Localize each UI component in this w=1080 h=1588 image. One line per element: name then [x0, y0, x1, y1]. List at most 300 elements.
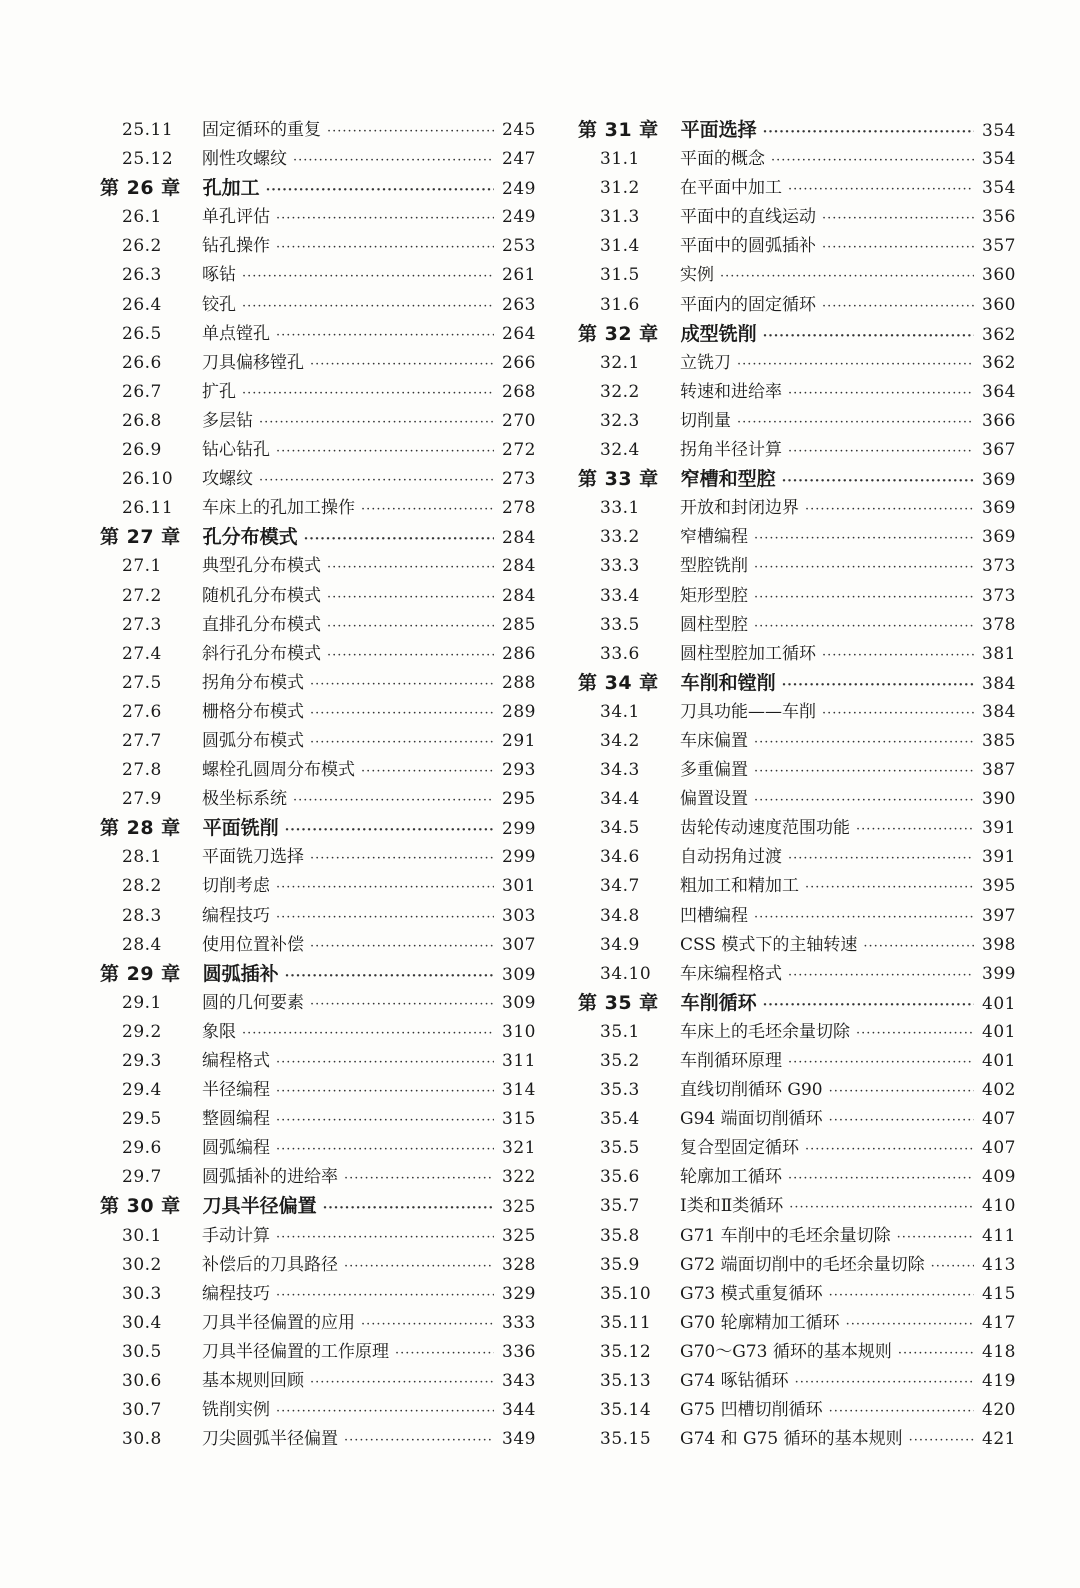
- dot-leader: [285, 962, 494, 991]
- dot-leader: [829, 1106, 974, 1135]
- entry-title: 拐角分布模式: [202, 672, 304, 693]
- entry-number: 30.4: [122, 1312, 162, 1333]
- entry-number: 第 27 章: [100, 526, 181, 549]
- dot-leader: [754, 553, 974, 582]
- toc-section-entry: [100, 1367, 536, 1396]
- entry-number: 29.4: [122, 1080, 162, 1101]
- entry-title: 车削循环: [680, 991, 757, 1014]
- entry-number: 第 26 章: [100, 177, 181, 200]
- entry-number: 32.1: [600, 352, 640, 373]
- entry-page-number: 310: [502, 1021, 536, 1042]
- entry-title: 圆柱型腔: [680, 614, 748, 635]
- entry-number: 34.3: [600, 760, 640, 781]
- entry-title: G72 端面切削中的毛坯余量切除: [680, 1254, 925, 1275]
- entry-number: 27.6: [122, 701, 162, 722]
- entry-page-number: 247: [502, 149, 536, 170]
- entry-page-number: 362: [982, 352, 1016, 373]
- toc-section-entry: [578, 1338, 1016, 1367]
- toc-chapter-entry: [100, 523, 536, 552]
- toc-section-entry: [100, 582, 536, 611]
- entry-page-number: 410: [982, 1196, 1016, 1217]
- entry-number: 第 28 章: [100, 817, 181, 840]
- entry-title: G70～G73 循环的基本规则: [680, 1341, 892, 1362]
- dot-leader: [344, 1164, 494, 1193]
- dot-leader: [805, 873, 974, 902]
- entry-number: 35.6: [600, 1167, 640, 1188]
- toc-section-entry: [578, 1251, 1016, 1280]
- dot-leader: [293, 786, 494, 815]
- toc-section-entry: [100, 349, 536, 378]
- entry-title: 窄槽和型腔: [680, 468, 776, 491]
- entry-number: 第 31 章: [578, 119, 659, 141]
- entry-number: 29.1: [122, 992, 162, 1013]
- dot-leader: [344, 1426, 494, 1455]
- entry-title: 车床编程格式: [680, 963, 782, 984]
- entry-title: 切削考虑: [202, 876, 270, 897]
- toc-section-entry: [100, 1222, 536, 1251]
- entry-number: 29.6: [122, 1138, 162, 1159]
- dot-leader: [327, 117, 494, 146]
- entry-title: 单点镗孔: [202, 323, 270, 344]
- dot-leader: [276, 321, 494, 350]
- entry-page-number: 366: [982, 410, 1016, 431]
- entry-number: 31.6: [600, 294, 640, 315]
- toc-chapter-entry: [100, 1192, 536, 1221]
- entry-number: 30.3: [122, 1283, 162, 1304]
- entry-title: 斜行孔分布模式: [202, 643, 321, 664]
- toc-section-entry: [100, 1163, 536, 1192]
- toc-section-entry: [578, 611, 1016, 640]
- toc-section-entry: [100, 669, 536, 698]
- dot-leader: [310, 932, 494, 961]
- entry-page-number: 325: [502, 1225, 536, 1246]
- dot-leader: [763, 322, 974, 351]
- toc-section-entry: [100, 1076, 536, 1105]
- dot-leader: [788, 1164, 974, 1193]
- toc-section-entry: [100, 756, 536, 785]
- entry-page-number: 397: [982, 905, 1016, 926]
- entry-title: 刀尖圆弧半径偏置: [202, 1429, 338, 1450]
- entry-title: 车床上的毛坯余量切除: [680, 1021, 850, 1042]
- entry-title: 随机孔分布模式: [202, 585, 321, 606]
- entry-number: 25.12: [122, 149, 174, 170]
- dot-leader: [863, 932, 974, 961]
- dot-leader: [782, 467, 974, 496]
- dot-leader: [276, 437, 494, 466]
- entry-number: 33.1: [600, 498, 640, 519]
- entry-title: 刀具半径偏置的工作原理: [202, 1341, 389, 1362]
- entry-page-number: 249: [502, 207, 536, 228]
- entry-title: 刀具功能——车削: [680, 701, 816, 722]
- entry-number: 第 29 章: [100, 962, 181, 985]
- entry-title: G94 端面切削循环: [680, 1109, 823, 1130]
- toc-section-entry: [578, 727, 1016, 756]
- entry-title: G75 凹槽切削循环: [680, 1400, 823, 1421]
- entry-title: 扩孔: [202, 381, 236, 402]
- toc-section-entry: [578, 902, 1016, 931]
- entry-title: 整圆编程: [202, 1109, 270, 1130]
- toc-section-entry: [100, 698, 536, 727]
- dot-leader: [310, 728, 494, 757]
- dot-leader: [276, 233, 494, 262]
- entry-page-number: 344: [502, 1400, 536, 1421]
- dot-leader: [763, 991, 974, 1020]
- entry-number: 26.4: [122, 294, 162, 315]
- entry-number: 35.7: [600, 1196, 640, 1217]
- entry-page-number: 373: [982, 585, 1016, 606]
- dot-leader: [754, 524, 974, 553]
- entry-title: 平面中的圆弧插补: [680, 236, 816, 257]
- dot-leader: [789, 1193, 974, 1222]
- entry-page-number: 391: [982, 847, 1016, 868]
- entry-title: 平面中的直线运动: [680, 207, 816, 228]
- entry-page-number: 289: [502, 701, 536, 722]
- dot-leader: [276, 1106, 494, 1135]
- entry-title: 孔加工: [202, 177, 260, 200]
- entry-page-number: 356: [982, 207, 1016, 228]
- entry-page-number: 354: [982, 149, 1016, 170]
- entry-number: 26.7: [122, 381, 162, 402]
- entry-title: 圆弧编程: [202, 1138, 270, 1159]
- dot-leader: [242, 1019, 494, 1048]
- entry-title: G74 啄钻循环: [680, 1371, 789, 1392]
- dot-leader: [276, 1223, 494, 1252]
- dot-leader: [361, 1310, 494, 1339]
- entry-page-number: 378: [982, 614, 1016, 635]
- dot-leader: [763, 118, 974, 147]
- toc-section-entry: [100, 1338, 536, 1367]
- toc-chapter-entry: [578, 465, 1016, 494]
- toc-section-entry: [100, 1309, 536, 1338]
- entry-number: 34.6: [600, 847, 640, 868]
- entry-title: 矩形型腔: [680, 585, 748, 606]
- toc-section-entry: [578, 378, 1016, 407]
- entry-title: 象限: [202, 1021, 236, 1042]
- entry-number: 30.6: [122, 1371, 162, 1392]
- toc-section-entry: [578, 523, 1016, 552]
- entry-number: 27.2: [122, 585, 162, 606]
- entry-page-number: 284: [502, 528, 536, 549]
- entry-page-number: 407: [982, 1109, 1016, 1130]
- toc-section-entry: [578, 931, 1016, 960]
- toc-section-entry: [578, 232, 1016, 261]
- dot-leader: [323, 1194, 494, 1223]
- entry-page-number: 362: [982, 324, 1016, 345]
- entry-title: 凹槽编程: [680, 905, 748, 926]
- dot-leader: [897, 1223, 974, 1252]
- entry-title: Ⅰ类和Ⅱ类循环: [680, 1196, 784, 1217]
- entry-title: 单孔评估: [202, 207, 270, 228]
- entry-page-number: 385: [982, 730, 1016, 751]
- entry-number: 34.9: [600, 934, 640, 955]
- entry-title: 攻螺纹: [202, 469, 253, 490]
- toc-section-entry: [100, 640, 536, 669]
- entry-title: 实例: [680, 265, 714, 286]
- entry-title: 螺栓孔圆周分布模式: [202, 760, 355, 781]
- entry-title: 刀具半径偏置: [202, 1195, 317, 1218]
- entry-page-number: 369: [982, 470, 1016, 491]
- toc-section-entry: [578, 203, 1016, 232]
- entry-page-number: 309: [502, 992, 536, 1013]
- dot-leader: [846, 1310, 974, 1339]
- dot-leader: [829, 1397, 974, 1426]
- entry-number: 32.2: [600, 381, 640, 402]
- entry-number: 35.11: [600, 1312, 652, 1333]
- toc-section-entry: [578, 1018, 1016, 1047]
- dot-leader: [259, 408, 494, 437]
- entry-title: 车床偏置: [680, 730, 748, 751]
- toc-left-column: [100, 116, 536, 1454]
- dot-leader: [259, 466, 494, 495]
- dot-leader: [754, 903, 974, 932]
- entry-title: 复合型固定循环: [680, 1138, 799, 1159]
- dot-leader: [822, 233, 974, 262]
- toc-section-entry: [578, 291, 1016, 320]
- toc-section-entry: [100, 1396, 536, 1425]
- entry-title: 典型孔分布模式: [202, 556, 321, 577]
- entry-page-number: 360: [982, 265, 1016, 286]
- dot-leader: [285, 816, 494, 845]
- entry-number: 28.2: [122, 876, 162, 897]
- entry-number: 34.10: [600, 963, 652, 984]
- entry-title: 在平面中加工: [680, 178, 782, 199]
- toc-section-entry: [578, 1396, 1016, 1425]
- entry-number: 34.4: [600, 789, 640, 810]
- toc-section-entry: [100, 232, 536, 261]
- toc-section-entry: [578, 1192, 1016, 1221]
- entry-title: 啄钻: [202, 265, 236, 286]
- dot-leader: [361, 757, 494, 786]
- entry-page-number: 284: [502, 556, 536, 577]
- toc-chapter-entry: [578, 989, 1016, 1018]
- dot-leader: [898, 1339, 974, 1368]
- entry-title: 多重偏置: [680, 760, 748, 781]
- entry-title: 补偿后的刀具路径: [202, 1254, 338, 1275]
- toc-section-entry: [100, 436, 536, 465]
- entry-number: 29.7: [122, 1167, 162, 1188]
- dot-leader: [276, 873, 494, 902]
- toc-section-entry: [100, 1134, 536, 1163]
- entry-number: 35.9: [600, 1254, 640, 1275]
- entry-page-number: 286: [502, 643, 536, 664]
- entry-page-number: 245: [502, 120, 536, 140]
- entry-number: 30.5: [122, 1341, 162, 1362]
- dot-leader: [856, 1019, 974, 1048]
- entry-title: 刚性攻螺纹: [202, 149, 287, 170]
- toc-chapter-entry: [100, 960, 536, 989]
- dot-leader: [931, 1252, 974, 1281]
- entry-title: 固定循环的重复: [202, 120, 321, 140]
- dot-leader: [395, 1339, 494, 1368]
- entry-number: 32.4: [600, 440, 640, 461]
- entry-page-number: 307: [502, 934, 536, 955]
- entry-page-number: 417: [982, 1312, 1016, 1333]
- entry-number: 29.3: [122, 1051, 162, 1071]
- entry-number: 26.8: [122, 410, 162, 431]
- entry-page-number: 369: [982, 527, 1016, 548]
- entry-number: 34.2: [600, 730, 640, 751]
- dot-leader: [276, 1281, 494, 1310]
- dot-leader: [344, 1252, 494, 1281]
- toc-section-entry: [100, 1047, 536, 1076]
- dot-leader: [782, 671, 974, 700]
- toc-section-entry: [578, 436, 1016, 465]
- entry-title: 粗加工和精加工: [680, 876, 799, 897]
- entry-page-number: 390: [982, 789, 1016, 810]
- entry-page-number: 293: [502, 760, 536, 781]
- entry-title: 平面内的固定循环: [680, 294, 816, 315]
- entry-title: 转速和进给率: [680, 381, 782, 402]
- toc-section-entry: [100, 1251, 536, 1280]
- entry-page-number: 270: [502, 410, 536, 431]
- entry-number: 26.3: [122, 265, 162, 286]
- toc-chapter-entry: [100, 174, 536, 203]
- entry-page-number: 419: [982, 1371, 1016, 1392]
- toc-right-column: [578, 116, 1016, 1454]
- entry-page-number: 284: [502, 585, 536, 606]
- entry-title: 极坐标系统: [202, 789, 287, 810]
- entry-page-number: 384: [982, 673, 1016, 694]
- toc-section-entry: [100, 1425, 536, 1454]
- entry-title: 基本规则回顾: [202, 1371, 304, 1392]
- dot-leader: [293, 146, 494, 175]
- toc-section-entry: [578, 145, 1016, 174]
- entry-number: 31.3: [600, 207, 640, 228]
- dot-leader: [795, 1368, 974, 1397]
- entry-page-number: 343: [502, 1371, 536, 1392]
- entry-title: 自动拐角过渡: [680, 847, 782, 868]
- dot-leader: [788, 437, 974, 466]
- entry-title: 刀具半径偏置的应用: [202, 1312, 355, 1333]
- entry-title: 刀具偏移镗孔: [202, 352, 304, 373]
- dot-leader: [788, 175, 974, 204]
- toc-section-entry: [578, 1047, 1016, 1076]
- toc-section-entry: [100, 378, 536, 407]
- entry-page-number: 266: [502, 352, 536, 373]
- entry-page-number: 314: [502, 1080, 536, 1101]
- dot-leader: [829, 1077, 974, 1106]
- entry-title: 圆弧插补: [202, 962, 279, 985]
- entry-title: 立铣刀: [680, 352, 731, 373]
- entry-page-number: 398: [982, 934, 1016, 955]
- entry-title: 钻孔操作: [202, 236, 270, 257]
- entry-title: 半径编程: [202, 1080, 270, 1101]
- entry-title: 窄槽编程: [680, 527, 748, 548]
- entry-title: 多层钻: [202, 410, 253, 431]
- toc-section-entry: [100, 989, 536, 1018]
- entry-page-number: 401: [982, 1051, 1016, 1071]
- entry-title: G73 模式重复循环: [680, 1283, 823, 1304]
- dot-leader: [805, 495, 974, 524]
- entry-title: 偏置设置: [680, 789, 748, 810]
- entry-title: 圆柱型腔加工循环: [680, 643, 816, 664]
- dot-leader: [788, 1048, 974, 1077]
- toc-section-entry: [578, 814, 1016, 843]
- entry-title: 车削和镗削: [680, 671, 776, 694]
- toc-section-entry: [578, 843, 1016, 872]
- toc-section-entry: [578, 1134, 1016, 1163]
- entry-page-number: 315: [502, 1109, 536, 1130]
- entry-page-number: 328: [502, 1254, 536, 1275]
- dot-leader: [822, 292, 974, 321]
- toc-section-entry: [578, 1425, 1016, 1454]
- entry-title: CSS 模式下的主轴转速: [680, 934, 858, 955]
- entry-number: 35.13: [600, 1371, 652, 1392]
- entry-page-number: 367: [982, 440, 1016, 461]
- dot-leader: [276, 1048, 494, 1077]
- entry-number: 35.8: [600, 1225, 640, 1246]
- entry-page-number: 253: [502, 236, 536, 257]
- entry-page-number: 264: [502, 323, 536, 344]
- toc-section-entry: [100, 1280, 536, 1309]
- entry-number: 33.2: [600, 527, 640, 548]
- dot-leader: [822, 699, 974, 728]
- entry-number: 27.7: [122, 730, 162, 751]
- toc-section-entry: [578, 1367, 1016, 1396]
- dot-leader: [310, 990, 494, 1019]
- dot-leader: [327, 553, 494, 582]
- entry-title: G70 轮廓精加工循环: [680, 1312, 840, 1333]
- entry-number: 34.7: [600, 876, 640, 897]
- toc-section-entry: [100, 291, 536, 320]
- entry-number: 27.8: [122, 760, 162, 781]
- toc-section-entry: [100, 552, 536, 581]
- entry-number: 31.2: [600, 178, 640, 199]
- entry-page-number: 354: [982, 121, 1016, 141]
- dot-leader: [276, 903, 494, 932]
- entry-number: 34.1: [600, 701, 640, 722]
- toc-section-entry: [100, 407, 536, 436]
- entry-number: 35.10: [600, 1283, 652, 1304]
- toc-section-entry: [578, 174, 1016, 203]
- entry-page-number: 395: [982, 876, 1016, 897]
- dot-leader: [805, 1135, 974, 1164]
- entry-number: 31.1: [600, 149, 640, 170]
- toc-section-entry: [100, 611, 536, 640]
- entry-title: 直排孔分布模式: [202, 614, 321, 635]
- toc-chapter-entry: [100, 814, 536, 843]
- entry-page-number: 407: [982, 1138, 1016, 1159]
- toc-section-entry: [100, 494, 536, 523]
- toc-section-entry: [578, 1105, 1016, 1134]
- toc-section-entry: [100, 931, 536, 960]
- toc-section-entry: [100, 145, 536, 174]
- entry-page-number: 349: [502, 1429, 536, 1450]
- entry-number: 第 32 章: [578, 322, 659, 345]
- toc-section-entry: [578, 261, 1016, 290]
- dot-leader: [771, 146, 974, 175]
- entry-page-number: 263: [502, 294, 536, 315]
- dot-leader: [754, 786, 974, 815]
- entry-page-number: 309: [502, 964, 536, 985]
- dot-leader: [822, 204, 974, 233]
- entry-number: 31.5: [600, 265, 640, 286]
- toc-section-entry: [578, 640, 1016, 669]
- toc-section-entry: [100, 261, 536, 290]
- entry-title: 平面铣刀选择: [202, 847, 304, 868]
- entry-page-number: 278: [502, 498, 536, 519]
- toc-section-entry: [578, 698, 1016, 727]
- entry-title: 拐角半径计算: [680, 440, 782, 461]
- entry-title: 平面铣削: [202, 817, 279, 840]
- entry-number: 30.8: [122, 1429, 162, 1450]
- toc-section-entry: [100, 843, 536, 872]
- dot-leader: [737, 350, 974, 379]
- toc-section-entry: [100, 872, 536, 901]
- toc-section-entry: [100, 1105, 536, 1134]
- dot-leader: [754, 612, 974, 641]
- toc-chapter-entry: [578, 669, 1016, 698]
